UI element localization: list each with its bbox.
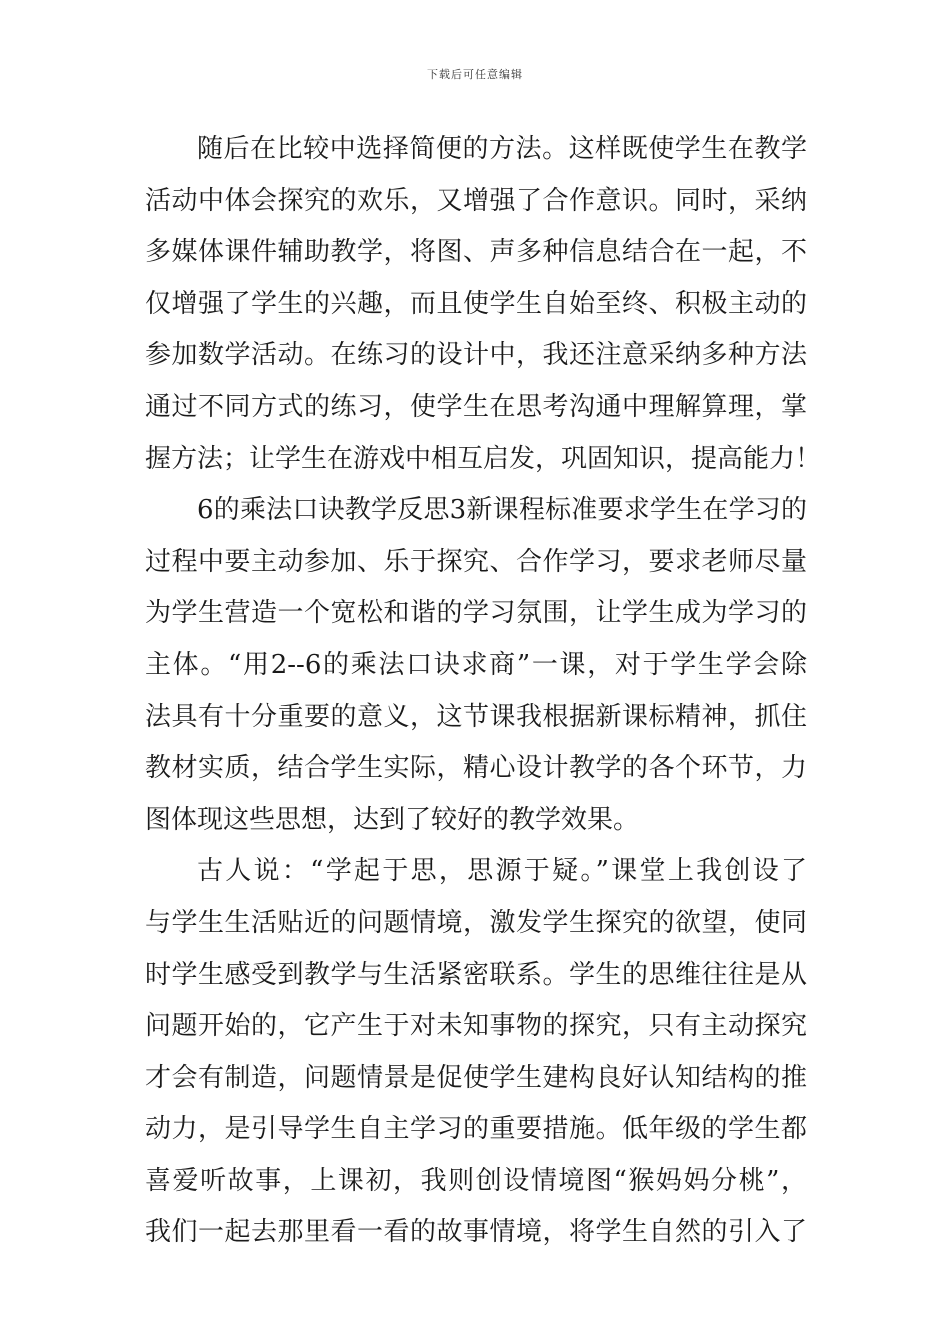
text-line: 动力，是引导学生自主学习的重要措施。低年级的学生都	[145, 1114, 807, 1145]
text-line: 教材实质，结合学生实际，精心设计教学的各个环节，力	[145, 753, 807, 784]
text-line: 问题开始的，它产生于对未知事物的探究，只有主动探究	[145, 1011, 807, 1042]
text-line: 主体。“用2--6的乘法口诀求商”一课，对于学生学会除	[145, 649, 807, 680]
text-line: 我们一起去那里看一看的故事情境，将学生自然的引入了	[145, 1217, 807, 1248]
text-line: 随后在比较中选择简便的方法。这样既使学生在教学	[197, 134, 807, 164]
text-line: 才会有制造，问题情景是促使学生建构良好认知结构的推	[145, 1062, 807, 1093]
text-line: 通过不同方式的练习，使学生在思考沟通中理解算理，掌	[145, 391, 807, 422]
text-line: 与学生生活贴近的问题情境，激发学生探究的欲望，使同	[145, 907, 807, 938]
text-line: 喜爱听故事，上课初，我则创设情境图“猴妈妈分桃”，	[145, 1165, 807, 1196]
text-line: 为学生营造一个宽松和谐的学习氛围，让学生成为学习的	[145, 598, 807, 629]
text-line: 参加数学活动。在练习的设计中，我还注意采纳多种方法	[145, 340, 807, 371]
text-line: 古人说：“学起于思，思源于疑。”课堂上我创设了	[197, 856, 807, 887]
text-line: 过程中要主动参加、乐于探究、合作学习，要求老师尽量	[145, 546, 807, 577]
text-line: 法具有十分重要的意义，这节课我根据新课标精神，抓住	[145, 701, 807, 732]
page-header-note: 下载后可任意编辑	[427, 68, 523, 81]
paragraph-3	[145, 846, 807, 1259]
text-line: 仅增强了学生的兴趣，而且使学生自始至终、积极主动的	[145, 288, 807, 319]
text-line: 握方法；让学生在游戏中相互启发，巩固知识，提高能力！	[145, 443, 822, 474]
paragraph-1	[145, 124, 822, 485]
document-body	[145, 124, 822, 1259]
text-line: 多媒体课件辅助教学，将图、声多种信息结合在一起，不	[145, 237, 807, 268]
paragraph-2	[145, 485, 807, 846]
text-line: 6的乘法口诀教学反思3新课程标准要求学生在学习的	[197, 495, 807, 526]
text-line: 时学生感受到教学与生活紧密联系。学生的思维往往是从	[145, 959, 807, 990]
text-line: 图体现这些思想，达到了较好的教学效果。	[145, 804, 640, 835]
text-line: 活动中体会探究的欢乐，又增强了合作意识。同时，采纳	[145, 185, 807, 216]
